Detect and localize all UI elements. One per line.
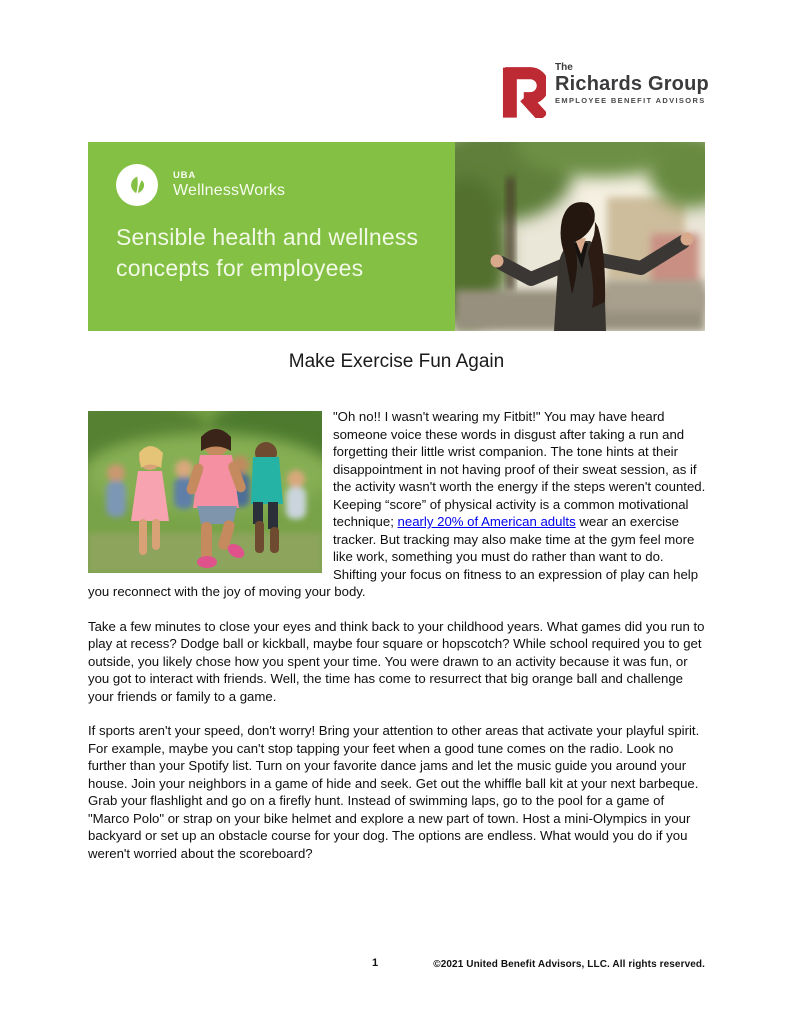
brand-text	[173, 171, 285, 200]
paragraph-1-text-after-link: wear an exercise tracker. But tracking may also make time at the gym feel more like work, something you must do rather than want to do. Shifting your focus on fitness to an expression of play can help you reconnect with the joy of moving your body.	[88, 514, 699, 599]
paragraph-1	[88, 408, 707, 601]
richards-group-logo	[496, 58, 709, 123]
paragraph-1-text-before-link: "Oh no!! I wasn't wearing my Fitbit!" You may have heard someone voice these words in disgust after taking a run and forgetting their little wrist companion. The tone hints at their disappointment in not having proof of their sweat session, as if the activity wasn't worth the energy if the steps weren't counted. Keeping “score” of physical activity is a common motivational technique;	[333, 409, 706, 529]
brand-uba-label: UBA	[173, 169, 196, 181]
kids-running-photo	[88, 411, 322, 573]
banner-headline	[116, 222, 418, 284]
uba-wellnessworks-brand	[116, 164, 285, 206]
exercise-tracker-stat-link[interactable]: nearly 20% of American adults	[397, 514, 576, 529]
banner-headline-line2: concepts for employees	[116, 255, 364, 281]
banner-photo-woman	[455, 142, 705, 331]
page-number: 1	[371, 957, 379, 969]
richards-logo-text	[555, 58, 709, 105]
banner-green-panel	[88, 142, 455, 331]
brand-wellnessworks-label: WellnessWorks	[173, 182, 286, 200]
logo-tagline: EMPLOYEE BENEFIT ADVISORS	[555, 96, 706, 105]
article-body	[88, 408, 707, 879]
banner-headline-line1: Sensible health and wellness	[116, 224, 419, 250]
leaf-icon	[116, 164, 158, 206]
logo-name: Richards Group	[555, 73, 709, 95]
logo-the: The	[555, 62, 573, 73]
article-title: Make Exercise Fun Again	[288, 351, 505, 372]
paragraph-2: Take a few minutes to close your eyes and think back to your childhood years. What games did you run to play at recess? Dodge ball or kickball, maybe four square or hopscotch? While school required you to get outside, you likely chose how you spent your time. You were drawn to an activity because it was fun, or you got to interact with friends. Well, the time has come to resurrect that big orange ball and challenge your friends or family to a game.	[88, 618, 705, 704]
richards-r-icon	[496, 58, 546, 123]
wellnessworks-banner	[88, 142, 705, 331]
paragraph-3: If sports aren't your speed, don't worry! Bring your attention to other areas that activate your playful spirit. For example, maybe you can't stop tapping your feet when a good tune comes on the radio. Look no further than your Spotify list. Turn on your favorite dance jams and let the music guide you around your house. Join your neighbors in a game of hide and seek. Get out the whiffle ball kit at your next barbeque. Grab your flashlight and go on a firefly hunt. Instead of swimming laps, go to the pool for a game of "Marco Polo" or strap on your bike helmet and explore a new part of town. Host a mini-Olympics in your backyard or set up an obstacle course for your dog. The options are endless. What would you do if you weren't worried about the scoreboard?	[88, 723, 700, 861]
copyright-notice: ©2021 United Benefit Advisors, LLC. All rights reserved.	[433, 959, 705, 970]
